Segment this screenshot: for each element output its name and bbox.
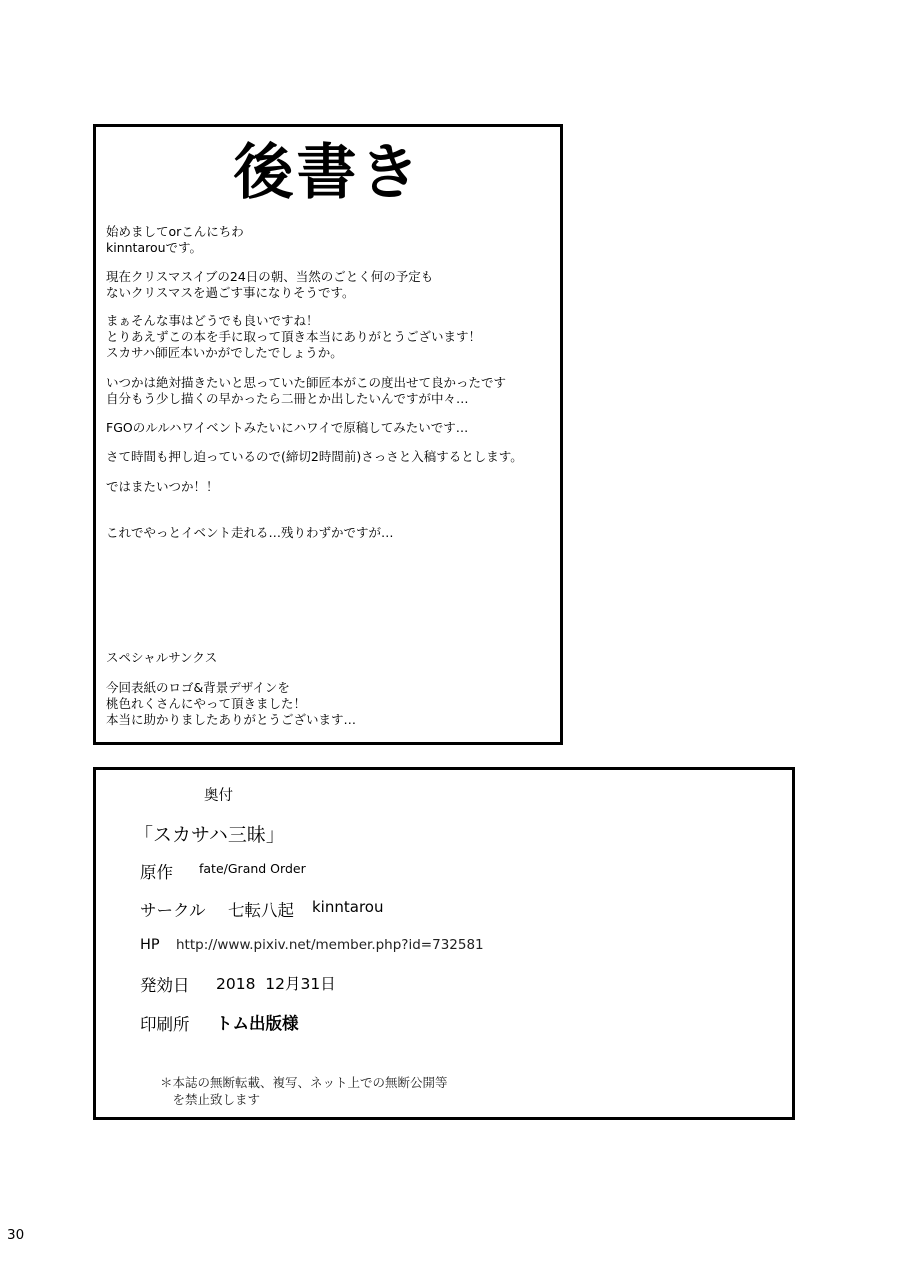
- date-value: 2018 12月31日: [216, 975, 336, 993]
- afterword-paragraph: FGOのルルハワイベントみたいにハワイで原稿してみたいです…: [106, 420, 469, 435]
- copyright-notice: ＊本誌の無断転載、複写、ネット上での無断公開等 を禁止致します: [160, 1075, 448, 1107]
- afterword-paragraph: 現在クリスマスイブの24日の朝、当然のごとく何の予定も ないクリスマスを過ごす事になりそうです。: [106, 269, 434, 300]
- circle-name: 七転八起: [228, 901, 294, 920]
- afterword-box: [93, 124, 563, 745]
- colophon-heading: 奥付: [204, 788, 233, 804]
- printer-label: 印刷所: [140, 1015, 190, 1034]
- hp-link[interactable]: http://www.pixiv.net/member.php?id=732581: [176, 937, 484, 953]
- circle-label: サークル: [140, 901, 206, 920]
- hp-label: HP: [140, 937, 160, 953]
- special-thanks-heading: スペシャルサンクス: [106, 650, 218, 665]
- date-label: 発効日: [140, 976, 190, 995]
- afterword-paragraph: 始めましてorこんにちわ kinntarouです。: [106, 224, 244, 255]
- afterword-paragraph: これでやっとイベント走れる…残りわずかですが…: [106, 525, 394, 540]
- afterword-paragraph: まぁそんな事はどうでも良いですね！ とりあえずこの本を手に取って頂き本当にありがとうございます！ スカサハ師匠本いかがでしたでしょうか。: [106, 313, 482, 360]
- afterword-paragraph: ではまたいつか！！: [106, 479, 219, 494]
- afterword-title: 後書き: [233, 138, 423, 208]
- book-title: 「スカサハ三昧」: [134, 824, 285, 846]
- page-number: 30: [7, 1227, 25, 1243]
- original-value: fate/Grand Order: [199, 861, 306, 876]
- original-label: 原作: [140, 863, 173, 882]
- afterword-paragraph: さて時間も押し迫っているので(締切2時間前)さっさと入稿するとします。: [106, 449, 523, 464]
- afterword-paragraph: いつかは絶対描きたいと思っていた師匠本がこの度出せて良かったです 自分もう少し描くの早かったら二冊とか出したいんですが中々…: [106, 375, 507, 406]
- special-thanks-text: 今回表紙のロゴ&背景デザインを 桃色れくさんにやって頂きました！ 本当に助かりましたありがとうございます…: [106, 680, 357, 727]
- printer-value: トム出版様: [216, 1014, 299, 1033]
- colophon-box: [93, 767, 795, 1120]
- circle-author: kinntarou: [312, 898, 384, 916]
